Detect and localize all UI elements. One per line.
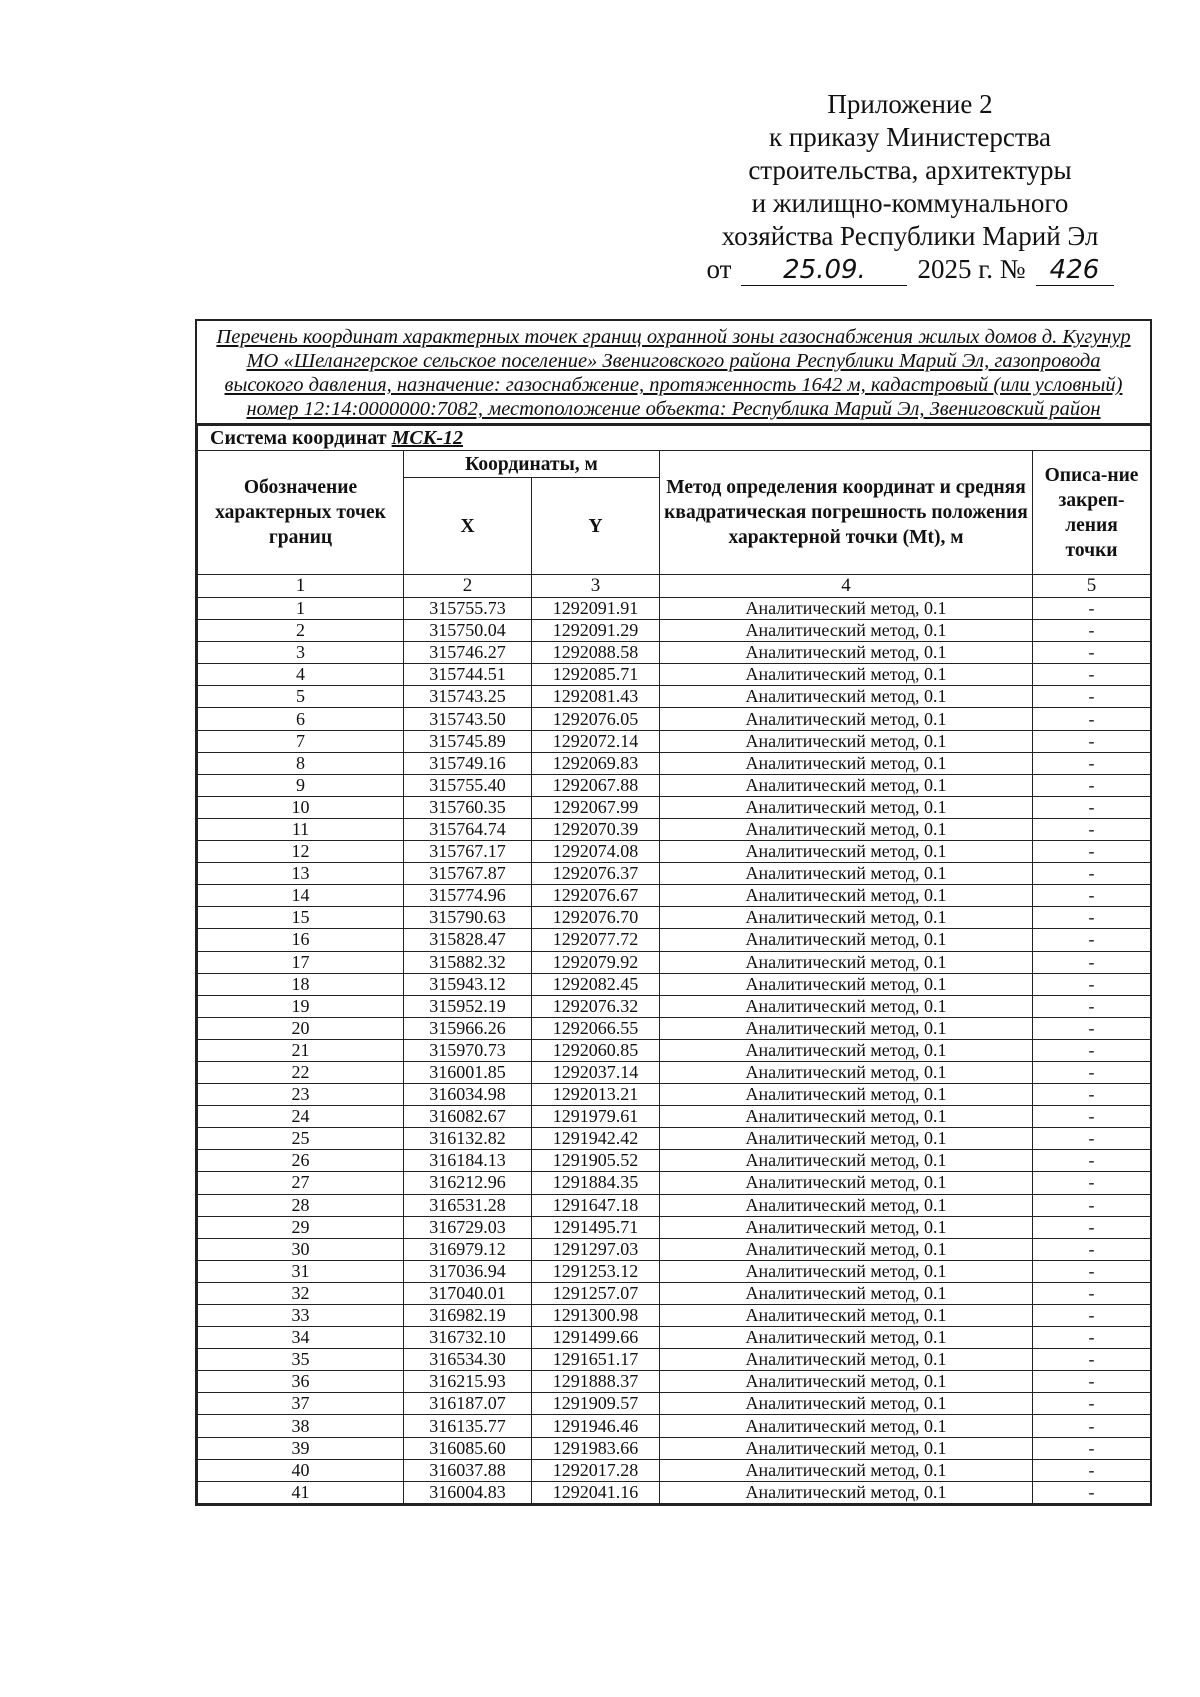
table-row bbox=[198, 1106, 1151, 1128]
appendix-header bbox=[680, 88, 1140, 286]
method-cell: Аналитический метод, 0.1 bbox=[660, 929, 1033, 951]
table-row bbox=[198, 1238, 1151, 1260]
x-coordinate-cell: 316982.19 bbox=[404, 1305, 532, 1327]
method-cell: Аналитический метод, 0.1 bbox=[660, 1260, 1033, 1282]
point-id-cell: 21 bbox=[198, 1039, 404, 1061]
x-coordinate-cell: 315764.74 bbox=[404, 818, 532, 840]
point-id-cell: 11 bbox=[198, 818, 404, 840]
table-row bbox=[198, 1437, 1151, 1459]
table-row bbox=[198, 841, 1151, 863]
method-cell: Аналитический метод, 0.1 bbox=[660, 1327, 1033, 1349]
method-cell: Аналитический метод, 0.1 bbox=[660, 907, 1033, 929]
x-coordinate-cell: 315943.12 bbox=[404, 973, 532, 995]
method-cell: Аналитический метод, 0.1 bbox=[660, 1437, 1033, 1459]
x-coordinate-cell: 316215.93 bbox=[404, 1371, 532, 1393]
method-cell: Аналитический метод, 0.1 bbox=[660, 1282, 1033, 1304]
date-prefix: от bbox=[706, 254, 732, 284]
method-cell: Аналитический метод, 0.1 bbox=[660, 863, 1033, 885]
col-number: 3 bbox=[532, 575, 660, 598]
method-cell: Аналитический метод, 0.1 bbox=[660, 1216, 1033, 1238]
y-coordinate-cell: 1291983.66 bbox=[532, 1437, 660, 1459]
point-id-cell: 40 bbox=[198, 1459, 404, 1481]
method-cell: Аналитический метод, 0.1 bbox=[660, 1106, 1033, 1128]
point-id-cell: 6 bbox=[198, 708, 404, 730]
x-coordinate-cell: 315767.17 bbox=[404, 841, 532, 863]
description-cell: - bbox=[1033, 686, 1151, 708]
y-coordinate-cell: 1291905.52 bbox=[532, 1150, 660, 1172]
x-coordinate-cell: 315755.40 bbox=[404, 774, 532, 796]
method-cell: Аналитический метод, 0.1 bbox=[660, 1039, 1033, 1061]
x-coordinate-cell: 316082.67 bbox=[404, 1106, 532, 1128]
table-row bbox=[198, 995, 1151, 1017]
y-coordinate-cell: 1291651.17 bbox=[532, 1349, 660, 1371]
description-cell: - bbox=[1033, 818, 1151, 840]
description-cell: - bbox=[1033, 995, 1151, 1017]
point-id-cell: 16 bbox=[198, 929, 404, 951]
header-line-5: хозяйства Республики Марий Эл bbox=[721, 221, 1099, 251]
col-number: 5 bbox=[1033, 575, 1151, 598]
description-cell: - bbox=[1033, 642, 1151, 664]
table-row bbox=[198, 1084, 1151, 1106]
point-id-cell: 13 bbox=[198, 863, 404, 885]
table-row bbox=[198, 752, 1151, 774]
point-id-cell: 23 bbox=[198, 1084, 404, 1106]
description-cell: - bbox=[1033, 1260, 1151, 1282]
description-cell: - bbox=[1033, 1459, 1151, 1481]
y-coordinate-cell: 1292066.55 bbox=[532, 1017, 660, 1039]
header-line-3: строительства, архитектуры bbox=[748, 155, 1072, 185]
description-cell: - bbox=[1033, 1150, 1151, 1172]
col-desc-header: Описа-ние закреп-ления точки bbox=[1033, 451, 1151, 575]
method-cell: Аналитический метод, 0.1 bbox=[660, 1150, 1033, 1172]
col-y-header: Y bbox=[532, 478, 660, 575]
date-year: 2025 г. № bbox=[917, 254, 1026, 284]
x-coordinate-cell: 315760.35 bbox=[404, 796, 532, 818]
y-coordinate-cell: 1292091.29 bbox=[532, 620, 660, 642]
x-coordinate-cell: 317040.01 bbox=[404, 1282, 532, 1304]
description-cell: - bbox=[1033, 1282, 1151, 1304]
description-cell: - bbox=[1033, 730, 1151, 752]
description-cell: - bbox=[1033, 1128, 1151, 1150]
description-cell: - bbox=[1033, 664, 1151, 686]
x-coordinate-cell: 316187.07 bbox=[404, 1393, 532, 1415]
table-body bbox=[198, 598, 1151, 1504]
table-row bbox=[198, 1150, 1151, 1172]
order-number: 426 bbox=[1036, 255, 1114, 286]
col-x-header: X bbox=[404, 478, 532, 575]
method-cell: Аналитический метод, 0.1 bbox=[660, 951, 1033, 973]
point-id-cell: 19 bbox=[198, 995, 404, 1017]
table-row bbox=[198, 1415, 1151, 1437]
method-cell: Аналитический метод, 0.1 bbox=[660, 1061, 1033, 1083]
table-row bbox=[198, 774, 1151, 796]
coordinate-system-row bbox=[198, 426, 1151, 451]
table-row bbox=[198, 929, 1151, 951]
table-row bbox=[198, 1349, 1151, 1371]
y-coordinate-cell: 1292037.14 bbox=[532, 1061, 660, 1083]
table-row bbox=[198, 664, 1151, 686]
method-cell: Аналитический метод, 0.1 bbox=[660, 973, 1033, 995]
method-cell: Аналитический метод, 0.1 bbox=[660, 1371, 1033, 1393]
description-cell: - bbox=[1033, 796, 1151, 818]
table-row bbox=[198, 951, 1151, 973]
table-row bbox=[198, 1017, 1151, 1039]
x-coordinate-cell: 315828.47 bbox=[404, 929, 532, 951]
method-cell: Аналитический метод, 0.1 bbox=[660, 818, 1033, 840]
point-id-cell: 3 bbox=[198, 642, 404, 664]
description-cell: - bbox=[1033, 907, 1151, 929]
point-id-cell: 25 bbox=[198, 1128, 404, 1150]
x-coordinate-cell: 315744.51 bbox=[404, 664, 532, 686]
x-coordinate-cell: 315774.96 bbox=[404, 885, 532, 907]
point-id-cell: 38 bbox=[198, 1415, 404, 1437]
method-cell: Аналитический метод, 0.1 bbox=[660, 752, 1033, 774]
point-id-cell: 8 bbox=[198, 752, 404, 774]
description-cell: - bbox=[1033, 929, 1151, 951]
description-cell: - bbox=[1033, 620, 1151, 642]
method-cell: Аналитический метод, 0.1 bbox=[660, 1481, 1033, 1503]
point-id-cell: 4 bbox=[198, 664, 404, 686]
y-coordinate-cell: 1292085.71 bbox=[532, 664, 660, 686]
y-coordinate-cell: 1292088.58 bbox=[532, 642, 660, 664]
table-row bbox=[198, 1327, 1151, 1349]
y-coordinate-cell: 1292077.72 bbox=[532, 929, 660, 951]
x-coordinate-cell: 315745.89 bbox=[404, 730, 532, 752]
x-coordinate-cell: 316979.12 bbox=[404, 1238, 532, 1260]
description-cell: - bbox=[1033, 1061, 1151, 1083]
description-cell: - bbox=[1033, 1172, 1151, 1194]
description-cell: - bbox=[1033, 1371, 1151, 1393]
x-coordinate-cell: 316534.30 bbox=[404, 1349, 532, 1371]
point-id-cell: 12 bbox=[198, 841, 404, 863]
x-coordinate-cell: 315743.25 bbox=[404, 686, 532, 708]
x-coordinate-cell: 315970.73 bbox=[404, 1039, 532, 1061]
y-coordinate-cell: 1291257.07 bbox=[532, 1282, 660, 1304]
description-cell: - bbox=[1033, 863, 1151, 885]
table-row bbox=[198, 730, 1151, 752]
method-cell: Аналитический метод, 0.1 bbox=[660, 1172, 1033, 1194]
description-cell: - bbox=[1033, 1327, 1151, 1349]
table-row bbox=[198, 1371, 1151, 1393]
description-cell: - bbox=[1033, 708, 1151, 730]
table-row bbox=[198, 863, 1151, 885]
description-cell: - bbox=[1033, 885, 1151, 907]
point-id-cell: 18 bbox=[198, 973, 404, 995]
table-row bbox=[198, 973, 1151, 995]
description-cell: - bbox=[1033, 1216, 1151, 1238]
col-point-header: Обозначение характерных точек границ bbox=[198, 451, 404, 575]
y-coordinate-cell: 1292082.45 bbox=[532, 973, 660, 995]
table-row bbox=[198, 1260, 1151, 1282]
y-coordinate-cell: 1291297.03 bbox=[532, 1238, 660, 1260]
table-row bbox=[198, 1039, 1151, 1061]
y-coordinate-cell: 1291253.12 bbox=[532, 1260, 660, 1282]
method-cell: Аналитический метод, 0.1 bbox=[660, 1459, 1033, 1481]
col-number: 2 bbox=[404, 575, 532, 598]
point-id-cell: 32 bbox=[198, 1282, 404, 1304]
point-id-cell: 14 bbox=[198, 885, 404, 907]
method-cell: Аналитический метод, 0.1 bbox=[660, 1017, 1033, 1039]
x-coordinate-cell: 315966.26 bbox=[404, 1017, 532, 1039]
description-cell: - bbox=[1033, 1393, 1151, 1415]
method-cell: Аналитический метод, 0.1 bbox=[660, 774, 1033, 796]
y-coordinate-cell: 1292067.88 bbox=[532, 774, 660, 796]
y-coordinate-cell: 1292072.14 bbox=[532, 730, 660, 752]
table-row bbox=[198, 1061, 1151, 1083]
x-coordinate-cell: 315750.04 bbox=[404, 620, 532, 642]
point-id-cell: 26 bbox=[198, 1150, 404, 1172]
order-date: 25.09. bbox=[741, 255, 907, 286]
y-coordinate-cell: 1292017.28 bbox=[532, 1459, 660, 1481]
y-coordinate-cell: 1292076.32 bbox=[532, 995, 660, 1017]
table-row bbox=[198, 1128, 1151, 1150]
x-coordinate-cell: 315743.50 bbox=[404, 708, 532, 730]
table-row bbox=[198, 620, 1151, 642]
y-coordinate-cell: 1291499.66 bbox=[532, 1327, 660, 1349]
x-coordinate-cell: 316184.13 bbox=[404, 1150, 532, 1172]
y-coordinate-cell: 1292067.99 bbox=[532, 796, 660, 818]
point-id-cell: 30 bbox=[198, 1238, 404, 1260]
x-coordinate-cell: 315749.16 bbox=[404, 752, 532, 774]
point-id-cell: 28 bbox=[198, 1194, 404, 1216]
description-cell: - bbox=[1033, 1194, 1151, 1216]
table-row bbox=[198, 708, 1151, 730]
description-cell: - bbox=[1033, 1084, 1151, 1106]
point-id-cell: 27 bbox=[198, 1172, 404, 1194]
y-coordinate-cell: 1292076.37 bbox=[532, 863, 660, 885]
y-coordinate-cell: 1292070.39 bbox=[532, 818, 660, 840]
method-cell: Аналитический метод, 0.1 bbox=[660, 598, 1033, 620]
point-id-cell: 9 bbox=[198, 774, 404, 796]
point-id-cell: 15 bbox=[198, 907, 404, 929]
y-coordinate-cell: 1292076.67 bbox=[532, 885, 660, 907]
y-coordinate-cell: 1292041.16 bbox=[532, 1481, 660, 1503]
y-coordinate-cell: 1291942.42 bbox=[532, 1128, 660, 1150]
point-id-cell: 41 bbox=[198, 1481, 404, 1503]
point-id-cell: 39 bbox=[198, 1437, 404, 1459]
x-coordinate-cell: 316001.85 bbox=[404, 1061, 532, 1083]
description-cell: - bbox=[1033, 973, 1151, 995]
description-cell: - bbox=[1033, 774, 1151, 796]
method-cell: Аналитический метод, 0.1 bbox=[660, 686, 1033, 708]
x-coordinate-cell: 315746.27 bbox=[404, 642, 532, 664]
point-id-cell: 24 bbox=[198, 1106, 404, 1128]
coordinate-system-label: Система координат bbox=[210, 426, 387, 449]
table-row bbox=[198, 686, 1151, 708]
y-coordinate-cell: 1292079.92 bbox=[532, 951, 660, 973]
x-coordinate-cell: 315952.19 bbox=[404, 995, 532, 1017]
coordinate-system-value: МСК-12 bbox=[391, 426, 463, 449]
method-cell: Аналитический метод, 0.1 bbox=[660, 620, 1033, 642]
description-cell: - bbox=[1033, 1349, 1151, 1371]
description-cell: - bbox=[1033, 1039, 1151, 1061]
x-coordinate-cell: 316034.98 bbox=[404, 1084, 532, 1106]
col-number: 4 bbox=[660, 575, 1033, 598]
document-title: Перечень координат характерных точек границ охранной зоны газоснабжения жилых домов д. Кугунур МО «Шелангерское сельское поселение» Звениговского района Республики Марий Эл, газопровода высокого давления, назначение: газоснабжение, протяженность 1642 м, кадастровый (или условный) номер 12:14:0000000:7082, местоположение объекта: Республика Марий Эл, Звениговский район bbox=[197, 321, 1150, 425]
x-coordinate-cell: 315767.87 bbox=[404, 863, 532, 885]
y-coordinate-cell: 1291300.98 bbox=[532, 1305, 660, 1327]
description-cell: - bbox=[1033, 1106, 1151, 1128]
y-coordinate-cell: 1291979.61 bbox=[532, 1106, 660, 1128]
header-line-2: к приказу Министерства bbox=[768, 122, 1052, 152]
x-coordinate-cell: 316037.88 bbox=[404, 1459, 532, 1481]
point-id-cell: 5 bbox=[198, 686, 404, 708]
method-cell: Аналитический метод, 0.1 bbox=[660, 1305, 1033, 1327]
point-id-cell: 31 bbox=[198, 1260, 404, 1282]
method-cell: Аналитический метод, 0.1 bbox=[660, 1194, 1033, 1216]
column-numbers-row bbox=[198, 575, 1151, 598]
point-id-cell: 29 bbox=[198, 1216, 404, 1238]
coordinates-document bbox=[195, 319, 1152, 1506]
description-cell: - bbox=[1033, 1415, 1151, 1437]
point-id-cell: 7 bbox=[198, 730, 404, 752]
x-coordinate-cell: 316085.60 bbox=[404, 1437, 532, 1459]
y-coordinate-cell: 1291888.37 bbox=[532, 1371, 660, 1393]
x-coordinate-cell: 316004.83 bbox=[404, 1481, 532, 1503]
description-cell: - bbox=[1033, 1017, 1151, 1039]
y-coordinate-cell: 1291909.57 bbox=[532, 1393, 660, 1415]
table-row bbox=[198, 885, 1151, 907]
x-coordinate-cell: 317036.94 bbox=[404, 1260, 532, 1282]
description-cell: - bbox=[1033, 752, 1151, 774]
x-coordinate-cell: 316732.10 bbox=[404, 1327, 532, 1349]
header-line-4: и жилищно-коммунального bbox=[751, 188, 1069, 218]
point-id-cell: 33 bbox=[198, 1305, 404, 1327]
method-cell: Аналитический метод, 0.1 bbox=[660, 642, 1033, 664]
y-coordinate-cell: 1292081.43 bbox=[532, 686, 660, 708]
col-method-header: Метод определения координат и средняя квадратическая погрешность положения характерной точки (Mt), м bbox=[660, 451, 1033, 575]
description-cell: - bbox=[1033, 598, 1151, 620]
col-number: 1 bbox=[198, 575, 404, 598]
method-cell: Аналитический метод, 0.1 bbox=[660, 708, 1033, 730]
point-id-cell: 2 bbox=[198, 620, 404, 642]
description-cell: - bbox=[1033, 841, 1151, 863]
description-cell: - bbox=[1033, 1305, 1151, 1327]
y-coordinate-cell: 1291884.35 bbox=[532, 1172, 660, 1194]
x-coordinate-cell: 316135.77 bbox=[404, 1415, 532, 1437]
table-row bbox=[198, 642, 1151, 664]
method-cell: Аналитический метод, 0.1 bbox=[660, 885, 1033, 907]
order-date-line bbox=[680, 253, 1140, 286]
table-row bbox=[198, 1194, 1151, 1216]
point-id-cell: 1 bbox=[198, 598, 404, 620]
method-cell: Аналитический метод, 0.1 bbox=[660, 1238, 1033, 1260]
method-cell: Аналитический метод, 0.1 bbox=[660, 730, 1033, 752]
x-coordinate-cell: 315882.32 bbox=[404, 951, 532, 973]
table-row bbox=[198, 1216, 1151, 1238]
y-coordinate-cell: 1291647.18 bbox=[532, 1194, 660, 1216]
method-cell: Аналитический метод, 0.1 bbox=[660, 1393, 1033, 1415]
y-coordinate-cell: 1292069.83 bbox=[532, 752, 660, 774]
table-row bbox=[198, 1172, 1151, 1194]
description-cell: - bbox=[1033, 1481, 1151, 1503]
method-cell: Аналитический метод, 0.1 bbox=[660, 1084, 1033, 1106]
table-row bbox=[198, 907, 1151, 929]
y-coordinate-cell: 1292074.08 bbox=[532, 841, 660, 863]
y-coordinate-cell: 1292076.05 bbox=[532, 708, 660, 730]
table-row bbox=[198, 818, 1151, 840]
point-id-cell: 22 bbox=[198, 1061, 404, 1083]
method-cell: Аналитический метод, 0.1 bbox=[660, 664, 1033, 686]
col-coords-header: Координаты, м bbox=[404, 451, 660, 478]
table-row bbox=[198, 1282, 1151, 1304]
method-cell: Аналитический метод, 0.1 bbox=[660, 841, 1033, 863]
method-cell: Аналитический метод, 0.1 bbox=[660, 796, 1033, 818]
x-coordinate-cell: 315790.63 bbox=[404, 907, 532, 929]
table-row bbox=[198, 796, 1151, 818]
description-cell: - bbox=[1033, 1437, 1151, 1459]
table-row bbox=[198, 1481, 1151, 1503]
description-cell: - bbox=[1033, 951, 1151, 973]
point-id-cell: 20 bbox=[198, 1017, 404, 1039]
method-cell: Аналитический метод, 0.1 bbox=[660, 995, 1033, 1017]
point-id-cell: 34 bbox=[198, 1327, 404, 1349]
coordinates-table bbox=[197, 425, 1151, 1504]
method-cell: Аналитический метод, 0.1 bbox=[660, 1349, 1033, 1371]
method-cell: Аналитический метод, 0.1 bbox=[660, 1415, 1033, 1437]
method-cell: Аналитический метод, 0.1 bbox=[660, 1128, 1033, 1150]
y-coordinate-cell: 1291495.71 bbox=[532, 1216, 660, 1238]
y-coordinate-cell: 1292076.70 bbox=[532, 907, 660, 929]
table-row bbox=[198, 598, 1151, 620]
y-coordinate-cell: 1292013.21 bbox=[532, 1084, 660, 1106]
table-row bbox=[198, 1393, 1151, 1415]
table-row bbox=[198, 1459, 1151, 1481]
x-coordinate-cell: 315755.73 bbox=[404, 598, 532, 620]
y-coordinate-cell: 1292060.85 bbox=[532, 1039, 660, 1061]
point-id-cell: 36 bbox=[198, 1371, 404, 1393]
y-coordinate-cell: 1292091.91 bbox=[532, 598, 660, 620]
x-coordinate-cell: 316531.28 bbox=[404, 1194, 532, 1216]
table-row bbox=[198, 1305, 1151, 1327]
point-id-cell: 35 bbox=[198, 1349, 404, 1371]
x-coordinate-cell: 316132.82 bbox=[404, 1128, 532, 1150]
point-id-cell: 37 bbox=[198, 1393, 404, 1415]
x-coordinate-cell: 316729.03 bbox=[404, 1216, 532, 1238]
description-cell: - bbox=[1033, 1238, 1151, 1260]
point-id-cell: 10 bbox=[198, 796, 404, 818]
appendix-title: Приложение 2 bbox=[827, 89, 993, 119]
point-id-cell: 17 bbox=[198, 951, 404, 973]
x-coordinate-cell: 316212.96 bbox=[404, 1172, 532, 1194]
y-coordinate-cell: 1291946.46 bbox=[532, 1415, 660, 1437]
